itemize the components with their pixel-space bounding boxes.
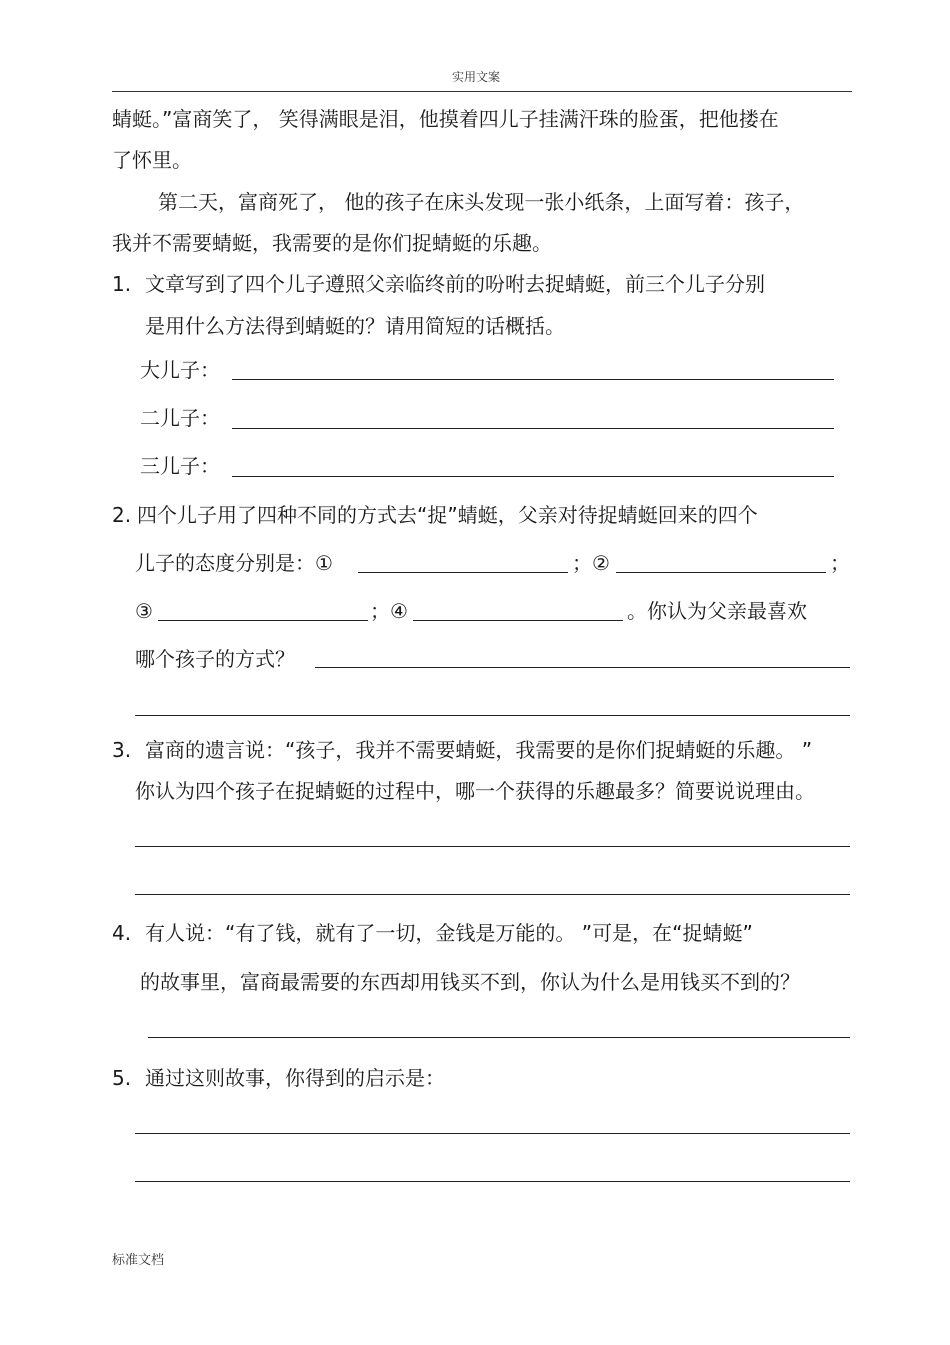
question-text: 有人说：“有了钱，就有了一切，金钱是万能的。 ”可是，在“捉蜻蜓” (145, 921, 753, 945)
answer-line[interactable] (135, 715, 850, 716)
question-text: 通过这则故事，你得到的启示是： (145, 1066, 445, 1090)
answer-label: 二儿子： (140, 406, 220, 430)
answer-line[interactable] (413, 620, 623, 621)
story-line: 蜻蜓。”富商笑了， 笑得满眼是泪，他摸着四儿子挂满汗珠的脸蛋，把他搂在 (112, 107, 779, 131)
story-line: 我并不需要蜻蜓，我需要的是你们捉蜻蜓的乐趣。 (112, 231, 552, 255)
answer-line[interactable] (358, 572, 568, 573)
answer-line[interactable] (315, 667, 850, 668)
answer-line[interactable] (232, 379, 834, 380)
question-text: ； (830, 551, 850, 575)
header-divider (112, 91, 852, 92)
page-header-title: 实用文案 (452, 70, 501, 84)
question-text: 四个儿子用了四种不同的方式去“捉”蜻蜓，父亲对待捉蜻蜓回来的四个 (137, 503, 758, 527)
answer-line[interactable] (135, 894, 850, 895)
question-text: ；④ (370, 599, 408, 623)
question-text: 富商的遗言说：“孩子，我并不需要蜻蜓，我需要的是你们捉蜻蜓的乐趣。 ” (145, 738, 813, 762)
question-text: 文章写到了四个儿子遵照父亲临终前的吩咐去捉蜻蜓，前三个儿子分别 (145, 272, 765, 296)
question-text: 的故事里，富商最需要的东西却用钱买不到，你认为什么是用钱买不到的？ (140, 970, 800, 994)
answer-line[interactable] (135, 846, 850, 847)
question-number: 2. (112, 503, 132, 527)
question-text: 是用什么方法得到蜻蜓的？请用简短的话概括。 (145, 314, 565, 338)
answer-line[interactable] (158, 620, 368, 621)
answer-line[interactable] (135, 1181, 850, 1182)
question-number: 1. (112, 272, 132, 296)
question-text: ；② (572, 551, 610, 575)
question-text: ③ (135, 599, 153, 623)
question-text: 你认为四个孩子在捉蜻蜓的过程中，哪一个获得的乐趣最多？简要说说理由。 (135, 779, 815, 803)
story-line: 了怀里。 (112, 148, 192, 172)
answer-line[interactable] (232, 476, 834, 477)
answer-line[interactable] (616, 572, 826, 573)
question-text: 。你认为父亲最喜欢 (627, 599, 807, 623)
question-text: 哪个孩子的方式？ (135, 647, 295, 671)
page-footer-label: 标准文档 (112, 1253, 165, 1268)
answer-line[interactable] (135, 1133, 850, 1134)
answer-line[interactable] (148, 1037, 850, 1038)
question-number: 5. (112, 1066, 132, 1090)
answer-label: 大儿子： (140, 358, 220, 382)
question-number: 3. (112, 738, 132, 762)
answer-line[interactable] (232, 428, 834, 429)
question-text: 儿子的态度分别是：① (135, 551, 333, 575)
story-line: 第二天，富商死了， 他的孩子在床头发现一张小纸条，上面写着：孩子， (158, 190, 805, 214)
question-number: 4. (112, 921, 132, 945)
answer-label: 三儿子： (140, 454, 220, 478)
